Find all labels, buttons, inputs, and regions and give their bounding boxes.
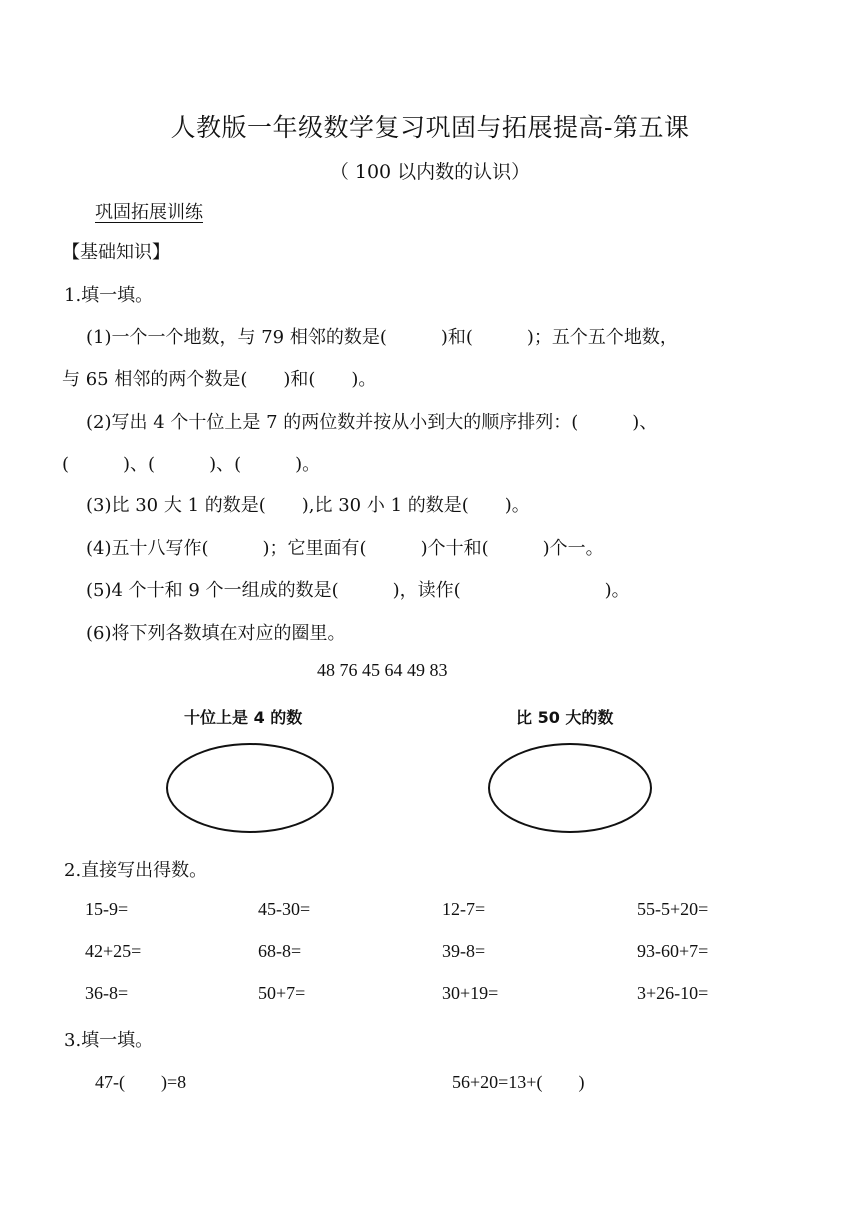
- question-1-heading: 1.填一填。: [64, 285, 154, 306]
- circle-right: [488, 743, 652, 833]
- calc-item: 55-5+20=: [637, 899, 709, 919]
- calc-item: 39-8=: [442, 941, 486, 961]
- calc-item: 12-7=: [442, 899, 486, 919]
- circle-figure: [158, 695, 648, 835]
- circle-left: [166, 743, 334, 833]
- calc-item: 68-8=: [258, 941, 302, 961]
- calc-item: 50+7=: [258, 983, 306, 1003]
- calc-item: 93-60+7=: [637, 941, 709, 961]
- question-1-part-4: (4)五十八写作( )；它里面有( )个十和( )个一。: [86, 538, 604, 559]
- question-1-part-1-line-1: (1)一个一个地数，与 79 相邻的数是( )和( )；五个五个地数，: [86, 327, 678, 348]
- question-1-part-1-line-2: 与 65 相邻的两个数是( )和( )。: [62, 369, 377, 390]
- question-1-part-5: (5)4 个十和 9 个一组成的数是( )，读作( )。: [86, 580, 630, 601]
- circle-right-label: 比 50 大的数: [516, 708, 614, 727]
- calc-item: 30+19=: [442, 983, 499, 1003]
- basic-knowledge-heading: 【基础知识】: [62, 242, 170, 263]
- question-2-heading: 2.直接写出得数。: [64, 860, 208, 881]
- calc-item: 15-9=: [85, 899, 129, 919]
- calc-item: 42+25=: [85, 941, 142, 961]
- question-1-part-2-line-2: ( )、( )、( )。: [62, 454, 321, 475]
- section-heading: 巩固拓展训练: [95, 202, 203, 223]
- page-subtitle: （ 100 以内数的认识）: [329, 161, 531, 183]
- question-1-part-3: (3)比 30 大 1 的数是( ),比 30 小 1 的数是( )。: [86, 495, 530, 516]
- calc-item: 3+26-10=: [637, 983, 709, 1003]
- fill-in-left: 47-( )=8: [95, 1072, 187, 1092]
- question-1-part-2-line-1: (2)写出 4 个十位上是 7 的两位数并按从小到大的顺序排列：( )、: [86, 412, 658, 433]
- calc-item: 45-30=: [258, 899, 311, 919]
- number-list: 48 76 45 64 49 83: [317, 660, 448, 680]
- fill-in-right: 56+20=13+( ): [452, 1072, 585, 1092]
- question-3-heading: 3.填一填。: [64, 1030, 154, 1051]
- question-1-part-6: (6)将下列各数填在对应的圈里。: [86, 623, 346, 644]
- page-title: 人教版一年级数学复习巩固与拓展提高-第五课: [170, 113, 690, 142]
- circle-left-label: 十位上是 4 的数: [184, 708, 303, 727]
- calc-item: 36-8=: [85, 983, 129, 1003]
